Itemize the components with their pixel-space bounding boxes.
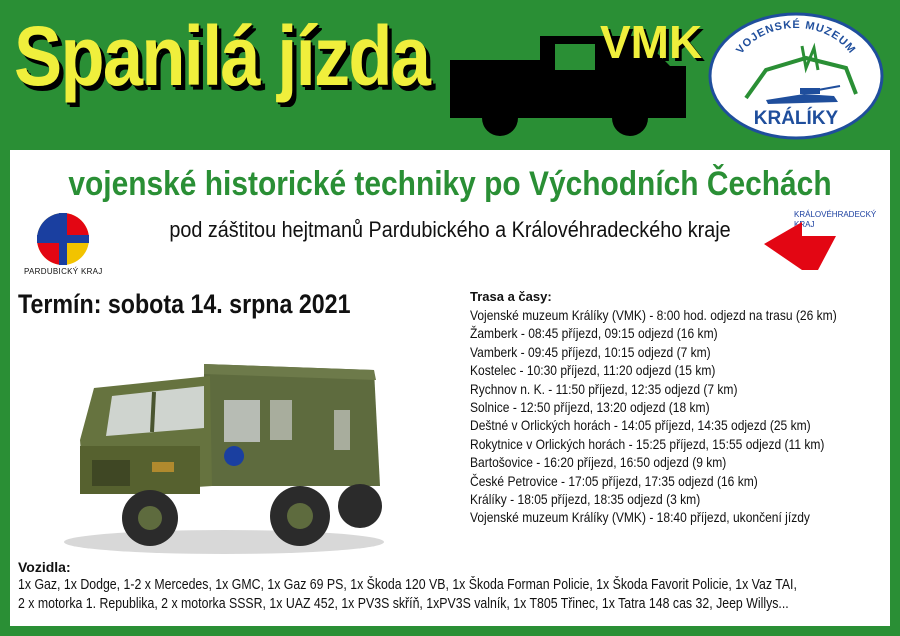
vehicles-title: Vozidla: bbox=[18, 559, 71, 575]
route-stop: Solnice - 12:50 příjezd, 13:20 odjezd (18 km) bbox=[470, 399, 710, 416]
kralovehradecky-kraj-label: KRÁLOVÉHRADECKÝ KRAJ bbox=[794, 210, 877, 229]
event-date: Termín: sobota 14. srpna 2021 bbox=[18, 289, 351, 319]
route-stop: Rychnov n. K. - 11:50 příjezd, 12:35 odjezd (7 km) bbox=[470, 380, 738, 397]
content-panel bbox=[10, 150, 890, 626]
header-banner bbox=[0, 0, 900, 148]
kralovehradecky-kraj-logo-icon bbox=[762, 222, 838, 272]
museum-logo-top-text: VOJENSKÉ MUZEUM bbox=[734, 18, 858, 57]
route-stop: Vamberk - 09:45 příjezd, 10:15 odjezd (7 km) bbox=[470, 343, 711, 360]
vmk-badge: VMK bbox=[600, 16, 703, 68]
route-title: Trasa a časy: bbox=[470, 289, 552, 304]
museum-logo-icon bbox=[706, 8, 886, 140]
museum-logo-bottom-text: KRÁLÍKY bbox=[753, 108, 839, 129]
route-stop: Deštné v Orlických horách - 14:05 příjezd, 14:35 odjezd (25 km) bbox=[470, 417, 811, 434]
pardubicky-kraj-label: PARDUBICKÝ KRAJ bbox=[24, 267, 103, 276]
subtitle: vojenské historické techniky po Východních Čechách bbox=[68, 165, 832, 203]
page-title: Spanilá jízda bbox=[14, 9, 430, 103]
route-stop: Žamberk - 08:45 příjezd, 09:15 odjezd (16 km) bbox=[470, 325, 718, 342]
patronage-text: pod záštitou hejtmanů Pardubického a Královéhradeckého kraje bbox=[169, 217, 731, 242]
route-stop: Rokytnice v Orlických horách - 15:25 příjezd, 15:55 odjezd (11 km) bbox=[470, 435, 825, 452]
military-truck-image bbox=[54, 336, 394, 556]
route-stop: Vojenské muzeum Králíky (VMK) - 18:40 příjezd, ukončení jízdy bbox=[470, 509, 810, 526]
vehicles-line: 1x Gaz, 1x Dodge, 1-2 x Mercedes, 1x GMC, 1x Gaz 69 PS, 1x Škoda 120 VB, 1x Škoda Forman Policie, 1x Škoda Favorit Policie, 1x Vaz TAI, bbox=[18, 577, 797, 593]
vehicles-section bbox=[18, 558, 888, 614]
route-list bbox=[470, 306, 890, 527]
route-stop: Kostelec - 10:30 příjezd, 11:20 odjezd (15 km) bbox=[470, 362, 716, 379]
route-stop: České Petrovice - 17:05 příjezd, 17:35 odjezd (16 km) bbox=[470, 472, 758, 489]
route-stop: Králíky - 18:05 příjezd, 18:35 odjezd (3 km) bbox=[470, 491, 701, 508]
pardubicky-kraj-logo-icon bbox=[36, 212, 90, 266]
route-stop: Bartošovice - 16:20 příjezd, 16:50 odjezd (9 km) bbox=[470, 454, 727, 471]
route-stop: Vojenské muzeum Králíky (VMK) - 8:00 hod. odjezd na trasu (26 km) bbox=[470, 307, 837, 323]
vehicles-line: 2 x motorka 1. Republika, 2 x motorka SSSR, 1x UAZ 452, 1x PV3S skříň, 1xPV3S valník, 1x T805 Třinec, 1x Tatra 148 cas 32, Jeep Willys... bbox=[18, 596, 789, 612]
route-schedule bbox=[470, 288, 890, 527]
